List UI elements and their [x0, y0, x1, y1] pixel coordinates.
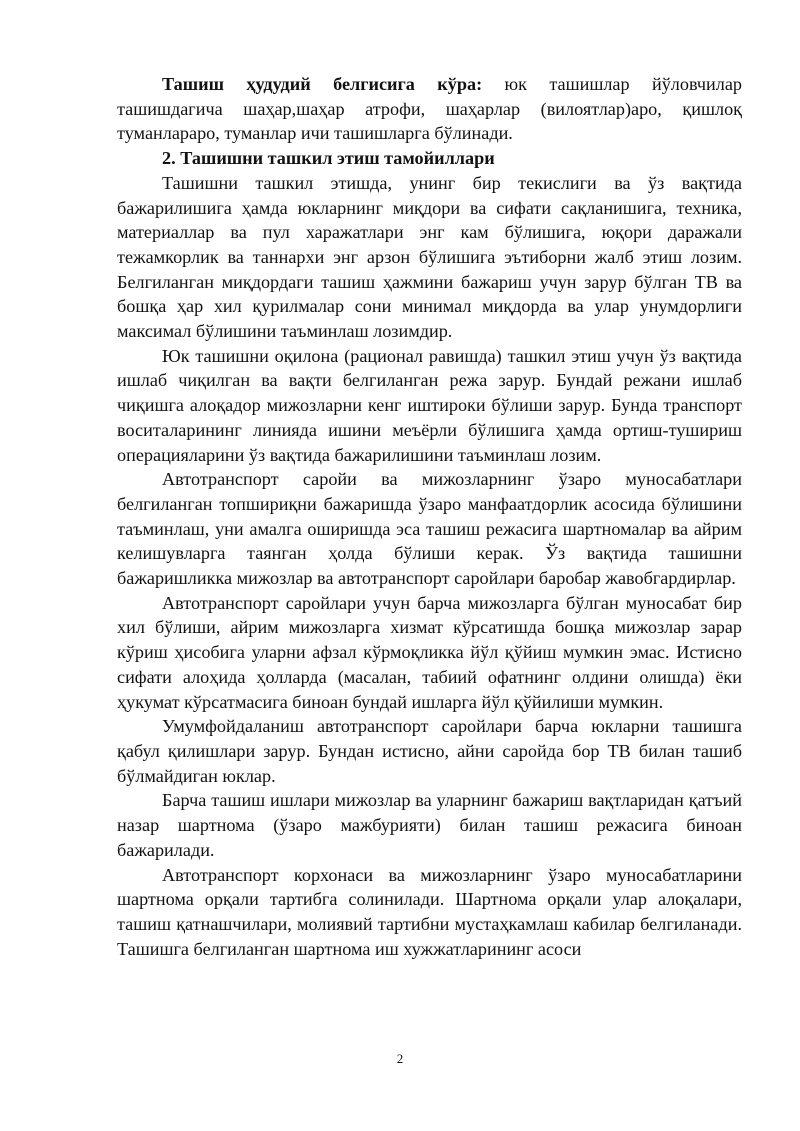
body-paragraph: Умумфойдаланиш автотранспорт саройлари барча юкларни ташишга қабул қилишлари зарур. Бундан истисно, айни саройда бор ТВ билан ташиб бўлмайдиган юклар. — [117, 716, 742, 786]
intro-paragraph — [117, 72, 742, 146]
page-number: 2 — [396, 1051, 404, 1066]
body-paragraph: Автотранспорт корхонаси ва мижозларнинг ўзаро муносабатларини шартнома орқали тартибга солинилади. Шартнома орқали улар алоқалари, ташиш қатнашчилари, молиявий тартибни мустаҳкамлаш кабилар белгиланади. Ташишга белгиланган шартнома иш хужжатларининг асоси — [117, 864, 742, 959]
body-paragraph: Юк ташишни оқилона (рационал равишда) ташкил этиш учун ўз вақтида ишлаб чиқилган ва вақти белгиланган режа зарур. Бундай режани ишлаб чиқишга алоқадор мижозларни кенг иштироки бўлиши зарур. Бунда транспорт воситаларининг линияда ишини меъёрли бўлишига ҳамда ортиш-тушириш операцияларини ўз вақтида бажарилишини таъминлаш лозим. — [117, 345, 742, 465]
body-paragraph: Ташишни ташкил этишда, унинг бир текислиги ва ўз вақтида бажарилишига ҳамда юкларнинг миқдори ва сифати сақланишига, техника, материаллар ва пул харажатлари энг кам бўлишига, юқори даражали тежамкорлик ва таннархи энг арзон бўлишига эътиборни жалб этиш лозим. Белгиланган миқдордаги ташиш ҳажмини бажариш учун зарур бўлган ТВ ва бошқа ҳар хил қурилмалар сони минимал миқдорда ва улар унумдорлиги максимал бўлишини таъминлаш лозимдир. — [117, 172, 742, 342]
body-paragraph: Автотранспорт саройи ва мижозларнинг ўзаро муносабатлари белгиланган топшириқни бажаришда ўзаро манфаатдорлик асосида бўлишини таъминлаш, уни амалга оширишда эса ташиш режасига шартномалар ва айрим келишувларга таянган ҳолда бўлиши керак. Ўз вақтида ташишни бажаришликка мижозлар ва автотранспорт саройлари баробар жавобгардирлар. — [117, 469, 742, 589]
document-page — [117, 72, 742, 961]
intro-lead: Ташиш ҳудудий белгисига кўра: — [162, 74, 483, 94]
body-paragraph: Автотранспорт саройлари учун барча мижозларга бўлган муносабат бир хил бўлиши, айрим мижозларга хизмат кўрсатишда бошқа мижозлар зарар кўриш ҳисобига уларни афзал кўрмоқликка йўл қўйиш мумкин эмас. Истисно сифати алоҳида ҳолларда (масалан, табиий офатнинг олдини олишда) ёки ҳукумат кўрсатмасига биноан бундай ишларга йўл қўйилиши мумкин. — [117, 592, 742, 712]
section-heading: 2. Ташишни ташкил этиш тамойиллари — [162, 148, 495, 169]
intro-text: юк ташишлар йўловчилар ташишдагича шаҳар,шаҳар атрофи, шаҳарлар (вилоятлар)аро, қишлоқ туманлараро, туманлар ичи ташишларга бўлинади. — [117, 74, 742, 144]
body-paragraph: Барча ташиш ишлари мижозлар ва уларнинг бажариш вақтларидан қатъий назар шартнома (ўзаро мажбурияти) билан ташиш режасига биноан бажарилади. — [117, 790, 742, 860]
